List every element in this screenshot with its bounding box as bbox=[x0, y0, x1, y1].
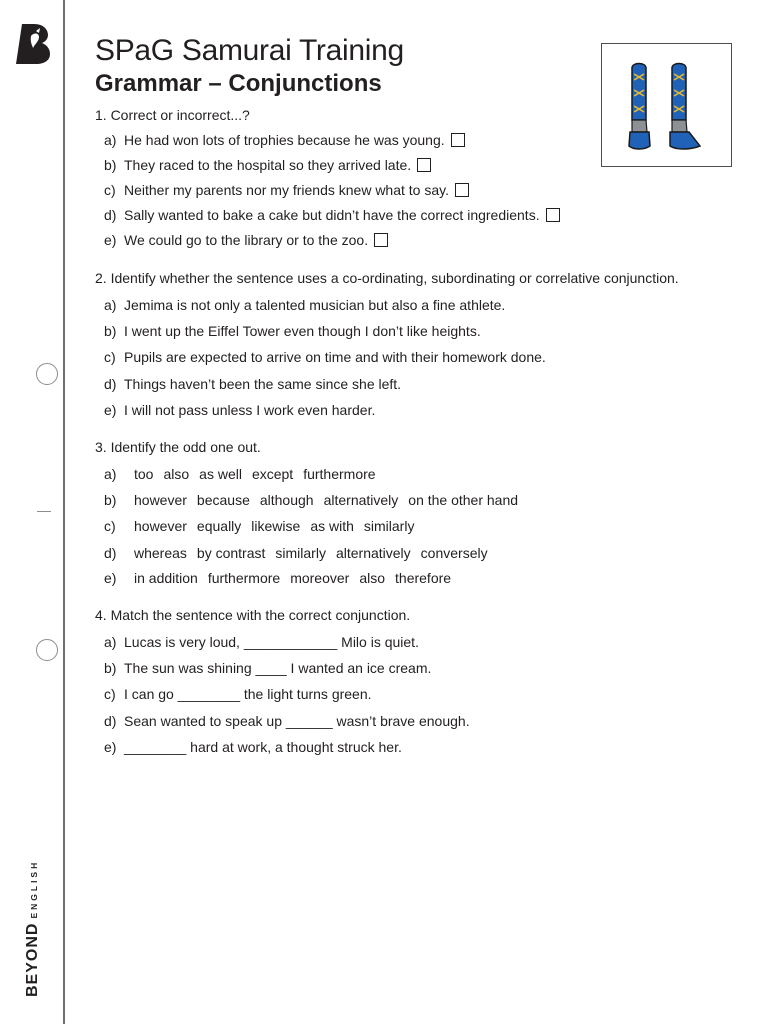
word-option: also bbox=[163, 466, 190, 482]
word-option: therefore bbox=[395, 570, 452, 586]
word-option: similarly bbox=[363, 518, 415, 534]
word-option: in addition bbox=[134, 570, 198, 586]
punch-hole bbox=[36, 363, 58, 385]
word-option: except bbox=[251, 466, 294, 482]
word-option: alternatively bbox=[323, 492, 399, 508]
word-option: by contrast bbox=[196, 545, 266, 561]
word-option: because bbox=[196, 492, 250, 508]
question-4-item: d) Sean wanted to speak up ______ wasn’t brave enough. bbox=[104, 713, 470, 729]
word-option: as with bbox=[310, 518, 354, 534]
question-3-item: e) in addition furthermore moreover also therefore bbox=[104, 570, 452, 586]
word-option: moreover bbox=[290, 570, 350, 586]
word-option: furthermore bbox=[303, 466, 376, 482]
question-2-item: c) Pupils are expected to arrive on time and with their homework done. bbox=[104, 349, 546, 365]
word-option: alternatively bbox=[335, 545, 411, 561]
question-1-item: e) We could go to the library or to the zoo. bbox=[104, 232, 388, 248]
fold-mark bbox=[37, 511, 51, 512]
brand-main: BEYOND bbox=[24, 922, 41, 997]
samurai-shin-guards-icon bbox=[602, 44, 731, 166]
word-option: too bbox=[134, 466, 154, 482]
brand-sub: ENGLISH bbox=[29, 859, 39, 919]
word-option: furthermore bbox=[207, 570, 281, 586]
answer-checkbox[interactable] bbox=[455, 183, 469, 197]
question-4-heading: 4. Match the sentence with the correct conjunction. bbox=[95, 607, 411, 623]
question-2-item: b) I went up the Eiffel Tower even though I don’t like heights. bbox=[104, 323, 481, 339]
word-option: whereas bbox=[134, 545, 187, 561]
question-2-heading: 2. Identify whether the sentence uses a co-ordinating, subordinating or correlative conjunction. bbox=[95, 270, 679, 286]
question-3-item: d) whereas by contrast similarly alternatively conversely bbox=[104, 545, 488, 561]
word-option: however bbox=[134, 492, 187, 508]
question-2-item: e) I will not pass unless I work even harder. bbox=[104, 402, 376, 418]
word-option: equally bbox=[196, 518, 242, 534]
word-option: similarly bbox=[275, 545, 326, 561]
question-3-item: c) however equally likewise as with similarly bbox=[104, 518, 415, 534]
word-option: also bbox=[359, 570, 386, 586]
punch-hole bbox=[36, 639, 58, 661]
samurai-image-frame bbox=[601, 43, 732, 167]
question-4-item: e) ________ hard at work, a thought struck her. bbox=[104, 739, 402, 755]
word-option: likewise bbox=[251, 518, 301, 534]
answer-checkbox[interactable] bbox=[417, 158, 431, 172]
word-option: although bbox=[259, 492, 314, 508]
word-option: conversely bbox=[420, 545, 488, 561]
question-1-heading: 1. Correct or incorrect...? bbox=[95, 107, 250, 123]
word-option: on the other hand bbox=[408, 492, 519, 508]
question-1-item: c) Neither my parents nor my friends knew what to say. bbox=[104, 182, 469, 198]
answer-checkbox[interactable] bbox=[546, 208, 560, 222]
question-1-item: b) They raced to the hospital so they arrived late. bbox=[104, 157, 431, 173]
answer-checkbox[interactable] bbox=[374, 233, 388, 247]
answer-checkbox[interactable] bbox=[451, 133, 465, 147]
question-3-item: b) however because although alternatively on the other hand bbox=[104, 492, 519, 508]
word-option: however bbox=[134, 518, 187, 534]
question-1-item: a) He had won lots of trophies because he was young. bbox=[104, 132, 465, 148]
question-3-heading: 3. Identify the odd one out. bbox=[95, 439, 261, 455]
margin-line bbox=[63, 0, 65, 1024]
beyond-logo-icon bbox=[14, 22, 52, 64]
question-1-item: d) Sally wanted to bake a cake but didn’t have the correct ingredients. bbox=[104, 207, 560, 223]
question-4-item: c) I can go ________ the light turns green. bbox=[104, 686, 372, 702]
question-2-item: d) Things haven’t been the same since she left. bbox=[104, 376, 402, 392]
page-title: SPaG Samurai Training bbox=[95, 34, 404, 67]
question-4-item: b) The sun was shining ____ I wanted an ice cream. bbox=[104, 660, 432, 676]
question-4-item: a) Lucas is very loud, ____________ Milo is quiet. bbox=[104, 634, 419, 650]
word-option: as well bbox=[199, 466, 242, 482]
question-2-item: a) Jemima is not only a talented musician but also a fine athlete. bbox=[104, 297, 506, 313]
page-subtitle: Grammar – Conjunctions bbox=[95, 70, 382, 97]
brand-wordmark bbox=[24, 860, 42, 997]
question-3-item: a) too also as well except furthermore bbox=[104, 466, 376, 482]
